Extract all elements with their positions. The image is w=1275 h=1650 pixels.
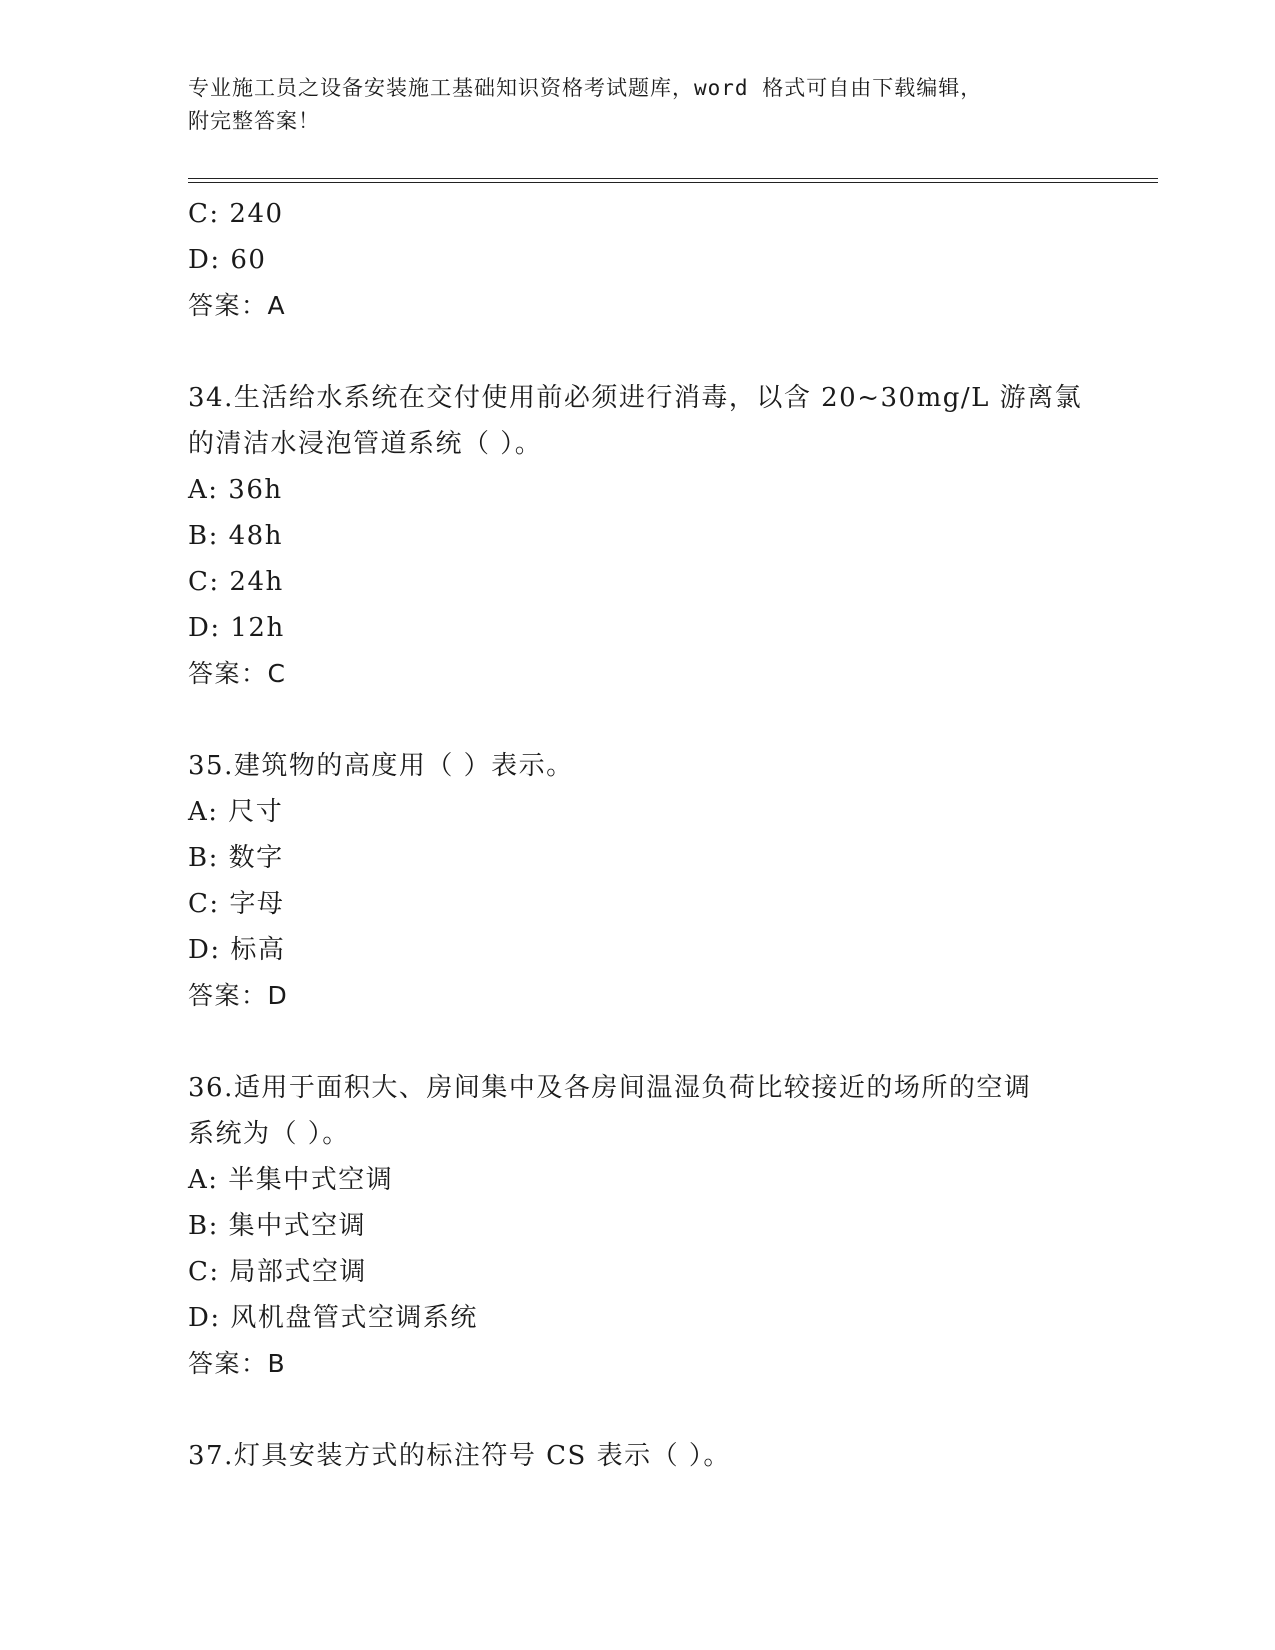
spacer bbox=[188, 1387, 1158, 1433]
option-d: D: 60 bbox=[188, 245, 267, 275]
question-content bbox=[188, 191, 1158, 1479]
option-d: D: 标高 bbox=[188, 935, 286, 965]
answer-label: 答案：B bbox=[188, 1349, 287, 1378]
header-divider bbox=[188, 178, 1158, 183]
option-c: C: 24h bbox=[188, 567, 284, 597]
option-b: B: 集中式空调 bbox=[188, 1211, 367, 1241]
option-c: C: 字母 bbox=[188, 889, 285, 919]
header-title-line-2: 附完整答案！ bbox=[188, 109, 320, 133]
header-title-line-1: 专业施工员之设备安装施工基础知识资格考试题库，word 格式可自由下载编辑， bbox=[188, 76, 983, 100]
option-b: B: 48h bbox=[188, 521, 283, 551]
question-33-tail bbox=[188, 191, 1158, 329]
question-stem: 36.适用于面积大、房间集中及各房间温湿负荷比较接近的场所的空调 bbox=[188, 1073, 1032, 1103]
question-stem: 37.灯具安装方式的标注符号 CS 表示（ ）。 bbox=[188, 1441, 731, 1471]
option-d: D: 风机盘管式空调系统 bbox=[188, 1303, 478, 1333]
option-a: A: 尺寸 bbox=[188, 797, 284, 827]
option-c: C: 240 bbox=[188, 199, 284, 229]
option-a: A: 36h bbox=[188, 475, 283, 505]
question-34 bbox=[188, 375, 1158, 697]
question-35 bbox=[188, 743, 1158, 1019]
question-stem-continued: 系统为（ ）。 bbox=[188, 1119, 350, 1149]
answer-label: 答案：A bbox=[188, 291, 287, 320]
question-36 bbox=[188, 1065, 1158, 1387]
option-d: D: 12h bbox=[188, 613, 285, 643]
spacer bbox=[188, 1019, 1158, 1065]
document-header bbox=[188, 72, 1088, 138]
answer-label: 答案：C bbox=[188, 659, 287, 688]
option-b: B: 数字 bbox=[188, 843, 284, 873]
question-37 bbox=[188, 1433, 1158, 1479]
answer-label: 答案：D bbox=[188, 981, 289, 1010]
spacer bbox=[188, 697, 1158, 743]
question-stem: 35.建筑物的高度用（ ）表示。 bbox=[188, 751, 574, 781]
spacer bbox=[188, 329, 1158, 375]
option-c: C: 局部式空调 bbox=[188, 1257, 367, 1287]
question-stem-continued: 的清洁水浸泡管道系统（ ）。 bbox=[188, 429, 543, 459]
option-a: A: 半集中式空调 bbox=[188, 1165, 394, 1195]
question-stem: 34.生活给水系统在交付使用前必须进行消毒，以含 20~30mg/L 游离氯 bbox=[188, 383, 1083, 413]
